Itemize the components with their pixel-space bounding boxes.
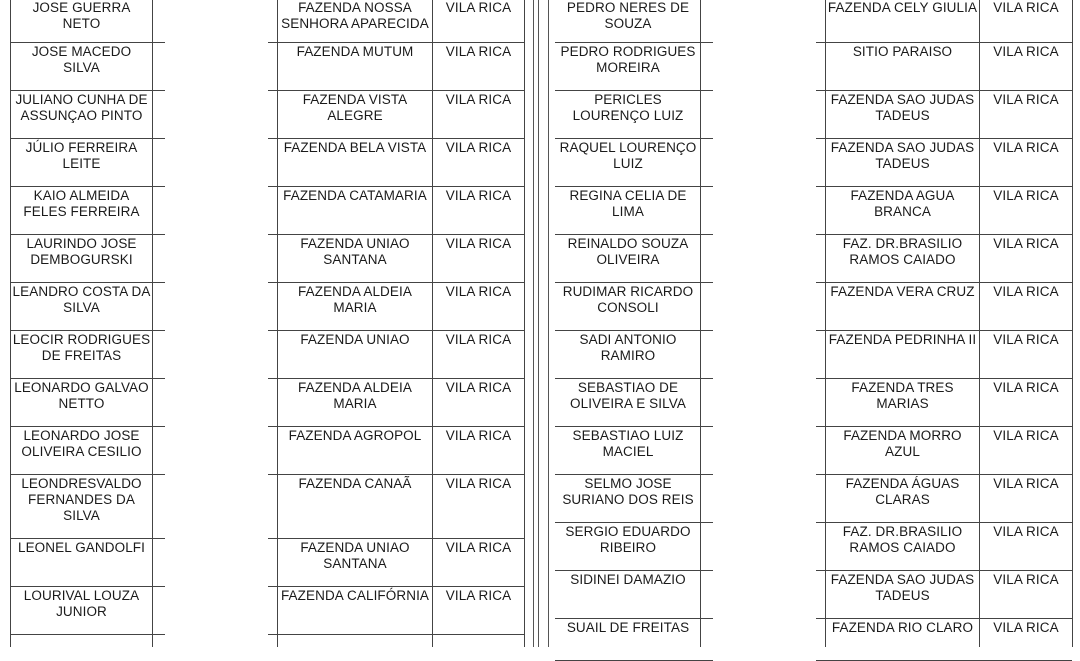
right-page-city-label: VILA RICA [993, 524, 1059, 539]
right-page-city-label: VILA RICA [993, 572, 1059, 587]
right-page-farm-cell [826, 186, 979, 234]
left-page-name-cell [11, 42, 152, 90]
right-page-city-cell [980, 186, 1072, 234]
left-page-name-line: JÚLIO FERREIRA [25, 140, 138, 155]
right-page-farm-cell [826, 138, 979, 186]
left-page-name-line: SILVA [63, 300, 100, 315]
right-page-name-cell [556, 282, 700, 330]
right-page-farm-line: FAZENDA TRES [851, 380, 954, 395]
left-page-farm-cell [278, 474, 432, 538]
right-page-farm-line: TADEUS [875, 156, 930, 171]
right-page-farm-cell [826, 234, 979, 282]
right-page-farm-line: TADEUS [875, 108, 930, 123]
right-page-name-line: PEDRO RODRIGUES [560, 44, 696, 59]
left-page-city-label: VILA RICA [445, 332, 512, 347]
left-page-city-label: VILA RICA [445, 140, 512, 155]
left-page-name-cell [11, 0, 152, 42]
right-page-name-cell [556, 0, 700, 42]
left-page-city-label: VILA RICA [445, 284, 512, 299]
right-page-name-line: OLIVEIRA [596, 252, 660, 267]
left-page-farm-cell [278, 282, 432, 330]
right-page-farm-cell [826, 42, 979, 90]
left-page-name-cell [11, 330, 152, 378]
left-page-farm-cell [278, 538, 432, 586]
left-page-farm-cell [278, 42, 432, 90]
left-page-farm-line: FAZENDA AGROPOL [288, 428, 422, 443]
left-page-farm-line: FAZENDA UNIAO [300, 236, 410, 251]
right-page-city-label: VILA RICA [993, 44, 1059, 59]
left-page-city-cell [433, 330, 524, 378]
right-page-farm-line: RAMOS CAIADO [849, 252, 956, 267]
right-page-city-label: VILA RICA [993, 476, 1059, 491]
right-page-city-cell [980, 474, 1072, 522]
right-page-name-line: SEBASTIAO DE [577, 380, 679, 395]
right-page-farm-cell [826, 474, 979, 522]
left-page-name-line: LEONARDO GALVAO [14, 380, 149, 395]
right-page-city-label: VILA RICA [993, 620, 1059, 635]
left-page-name-line: ASSUNÇAO PINTO [20, 108, 143, 123]
right-page-name-line: SURIANO DOS REIS [562, 492, 694, 507]
right-page-farm-line: FAZ. DR.BRASILIO [842, 236, 963, 251]
left-page-city-cell [433, 282, 524, 330]
right-page-farm-line: FAZENDA RIO CLARO [831, 620, 974, 635]
left-page-farm-line: SANTANA [323, 252, 387, 267]
left-page-name-line: LEANDRO COSTA DA [12, 284, 151, 299]
right-page-city-cell [980, 426, 1072, 474]
right-page-name-line: SUAIL DE FREITAS [566, 620, 690, 635]
left-page-name-cell [11, 138, 152, 186]
left-page-name-line: KAIO ALMEIDA [33, 188, 130, 203]
right-page-city-label: VILA RICA [993, 284, 1059, 299]
right-page-name-cell [556, 474, 700, 522]
right-page-name-cell [556, 42, 700, 90]
right-page-farm-line: FAZENDA MORRO [843, 428, 962, 443]
left-page-city-cell [433, 378, 524, 426]
left-page-farm-cell [278, 378, 432, 426]
right-page-farm-line: AZUL [885, 444, 920, 459]
left-page-farm-cell [278, 234, 432, 282]
right-page-city-label: VILA RICA [993, 428, 1059, 443]
right-page [548, 0, 1080, 647]
left-page-name-line: SILVA [63, 508, 100, 523]
left-page-farm-line: FAZENDA UNIAO [300, 540, 410, 555]
right-page-farm-line: FAZENDA CELY GIULIA [827, 0, 978, 15]
right-page-name-line: PEDRO NERES DE [566, 0, 690, 15]
left-page-farm-cell [278, 186, 432, 234]
left-page-name-line: JUNIOR [56, 604, 107, 619]
right-page-name-line: SIDINEI DAMAZIO [570, 572, 686, 587]
left-page-name-line: DEMBOGURSKI [30, 252, 133, 267]
left-page-city-cell [433, 234, 524, 282]
right-page-name-line: SERGIO EDUARDO [565, 524, 691, 539]
right-page-name-line: CONSOLI [597, 300, 659, 315]
left-page-farm-line: MARIA [333, 396, 377, 411]
right-page-name-cell [556, 618, 700, 660]
left-page-name-cell [11, 538, 152, 586]
right-page-city-cell [980, 522, 1072, 570]
left-page-farm-line: FAZENDA MUTUM [296, 44, 414, 59]
left-page-farm-cell [278, 90, 432, 138]
right-page-city-label: VILA RICA [993, 332, 1059, 347]
right-page-farm-cell [826, 618, 979, 660]
right-page-city-cell [980, 0, 1072, 42]
right-page-farm-cell [826, 426, 979, 474]
left-page-name-cell [11, 378, 152, 426]
right-page-farm-line: RAMOS CAIADO [849, 540, 956, 555]
right-page-name-line: LOURENÇO LUIZ [572, 108, 684, 123]
right-page-name-cell [556, 90, 700, 138]
right-page-farm-cell [826, 330, 979, 378]
right-page-name-line: SOUZA [604, 16, 652, 31]
right-page-city-cell [980, 42, 1072, 90]
right-page-city-cell [980, 138, 1072, 186]
left-page-farm-line: SANTANA [323, 556, 387, 571]
left-page-city-label: VILA RICA [445, 44, 512, 59]
left-page-farm-line: ALEGRE [327, 108, 383, 123]
left-page-name-row-divider [10, 634, 165, 635]
right-page-farm-line: FAZ. DR.BRASILIO [842, 524, 963, 539]
left-page-farm-cell [278, 330, 432, 378]
left-page-name-cell [11, 186, 152, 234]
right-page-name-line: SADI ANTONIO [579, 332, 677, 347]
left-page-farm-line: FAZENDA CANAÃ [298, 476, 412, 491]
right-page-name-col-right-border [700, 0, 701, 647]
left-page-city-label: VILA RICA [445, 92, 512, 107]
left-page-farm-line: FAZENDA ALDEIA [298, 284, 412, 299]
left-page-city-cell [433, 0, 524, 42]
left-page-city-label: VILA RICA [445, 476, 512, 491]
left-page-city-cell [433, 186, 524, 234]
left-page-city-cell [433, 474, 524, 538]
left-page-name-line: SILVA [63, 60, 100, 75]
left-page-farm-cell [278, 426, 432, 474]
left-page-name-cell [11, 586, 152, 634]
right-page-city-label: VILA RICA [993, 92, 1059, 107]
right-page-farm-line: MARIAS [876, 396, 929, 411]
left-page-city-label: VILA RICA [445, 540, 512, 555]
left-page-name-cell [11, 90, 152, 138]
left-page-farm-cell [278, 138, 432, 186]
right-page-city-label: VILA RICA [993, 236, 1059, 251]
left-page-city-label: VILA RICA [445, 588, 512, 603]
left-page-name-line: NETO [62, 16, 101, 31]
center-fold-line-1 [533, 0, 534, 647]
right-page-name-cell [556, 330, 700, 378]
right-page-city-label: VILA RICA [993, 380, 1059, 395]
right-page-name-line: SEBASTIAO LUIZ [572, 428, 684, 443]
right-page-name-line: RAMIRO [600, 348, 656, 363]
right-page-farm-line: SITIO PARAISO [852, 44, 953, 59]
left-page-city-cell [433, 42, 524, 90]
right-page-name-cell [556, 378, 700, 426]
right-page-city-cell [980, 90, 1072, 138]
right-page-name-line: PERICLES [594, 92, 662, 107]
right-page-name-line: SELMO JOSE [584, 476, 672, 491]
right-page-name-cell [556, 234, 700, 282]
right-page-city-cell [980, 234, 1072, 282]
right-page-city-cell [980, 618, 1072, 660]
right-page-farm-line: FAZENDA AGUA [850, 188, 955, 203]
left-page-name-line: LAURINDO JOSE [26, 236, 137, 251]
left-page-farm-line: FAZENDA CATAMARIA [283, 188, 427, 203]
right-page-name-cell [556, 138, 700, 186]
right-page-name-cell [556, 570, 700, 618]
left-page-farm-line: SENHORA APARECIDA [281, 16, 429, 31]
right-page-name-line: OLIVEIRA E SILVA [570, 396, 686, 411]
left-page-city-cell [433, 90, 524, 138]
right-page-city-cell [980, 570, 1072, 618]
right-page-city-label: VILA RICA [993, 188, 1059, 203]
right-page-city-label: VILA RICA [993, 0, 1059, 15]
right-page-farm-line: TADEUS [875, 588, 930, 603]
right-page-farm-line: CLARAS [875, 492, 930, 507]
left-page-farm-row-divider [268, 634, 524, 635]
left-page-farm-line: FAZENDA BELA VISTA [283, 140, 427, 155]
left-page-farm-line: FAZENDA CALIFÓRNIA [280, 588, 430, 603]
left-page-name-line: JOSE MACEDO [31, 44, 132, 59]
center-fold-line-2 [538, 0, 539, 647]
left-page-name-col-right-border [152, 0, 153, 647]
left-page-city-cell [433, 586, 524, 634]
right-page-name-cell [556, 522, 700, 570]
left-page-farm-line: MARIA [333, 300, 377, 315]
left-page-name-line: OLIVEIRA CESILIO [21, 444, 142, 459]
right-page-farm-line: FAZENDA SAO JUDAS [830, 572, 975, 587]
right-page-farm-cell [826, 378, 979, 426]
left-page-name-line: FELES FERREIRA [23, 204, 140, 219]
left-page [0, 0, 527, 647]
right-page-farm-line: FAZENDA SAO JUDAS [830, 92, 975, 107]
right-page-name-cell [556, 186, 700, 234]
left-page-name-line: JULIANO CUNHA DE [15, 92, 148, 107]
left-page-city-label: VILA RICA [445, 380, 512, 395]
right-page-name-line: REINALDO SOUZA [567, 236, 689, 251]
right-page-city-col-right-border [1072, 0, 1073, 647]
right-page-name-line: RUDIMAR RICARDO [562, 284, 694, 299]
left-page-city-cell [433, 426, 524, 474]
right-page-name-line: REGINA CELIA DE [569, 188, 687, 203]
right-page-farm-line: FAZENDA SAO JUDAS [830, 140, 975, 155]
left-page-farm-line: FAZENDA VISTA [302, 92, 408, 107]
left-page-city-label: VILA RICA [445, 188, 512, 203]
right-page-farm-line: FAZENDA ÁGUAS [845, 476, 960, 491]
right-page-farm-line: FAZENDA VERA CRUZ [830, 284, 975, 299]
left-page-farm-line: FAZENDA NOSSA [298, 0, 412, 15]
left-page-name-cell [11, 426, 152, 474]
left-page-name-line: JOSE GUERRA [32, 0, 131, 15]
right-page-farm-cell [826, 0, 979, 42]
right-page-name-line: LUIZ [613, 156, 643, 171]
right-page-name-line: RAQUEL LOURENÇO [559, 140, 697, 155]
left-page-name-line: LEITE [62, 156, 101, 171]
left-page-name-cell [11, 234, 152, 282]
right-page-farm-cell [826, 522, 979, 570]
left-page-farm-cell [278, 586, 432, 634]
right-page-farm-line: FAZENDA PEDRINHA II [828, 332, 977, 347]
right-page-city-label: VILA RICA [993, 140, 1059, 155]
left-page-name-line: LEONEL GANDOLFI [17, 540, 146, 555]
left-page-farm-cell [278, 0, 432, 42]
left-page-name-cell [11, 282, 152, 330]
right-page-name-line: LIMA [612, 204, 644, 219]
left-page-city-cell [433, 138, 524, 186]
left-page-name-line: LEONDRESVALDO [21, 476, 142, 491]
left-page-name-line: DE FREITAS [41, 348, 122, 363]
right-page-name-cell [556, 426, 700, 474]
right-page-name-line: MOREIRA [596, 60, 660, 75]
left-page-name-line: LEONARDO JOSE [23, 428, 140, 443]
left-page-name-cell [11, 474, 152, 538]
left-page-farm-line: FAZENDA UNIAO [300, 332, 410, 347]
right-page-farm-cell [826, 282, 979, 330]
right-page-farm-cell [826, 90, 979, 138]
left-page-farm-line: FAZENDA ALDEIA [298, 380, 412, 395]
left-page-city-label: VILA RICA [445, 428, 512, 443]
right-page-name-line: MACIEL [602, 444, 654, 459]
right-page-city-cell [980, 282, 1072, 330]
left-page-city-col-right-border [524, 0, 525, 647]
left-page-name-line: LEOCIR RODRIGUES [12, 332, 151, 347]
right-page-city-cell [980, 378, 1072, 426]
left-page-name-line: FERNANDES DA [28, 492, 135, 507]
right-page-name-line: RIBEIRO [599, 540, 657, 555]
right-page-farm-line: BRANCA [874, 204, 931, 219]
left-page-city-cell [433, 538, 524, 586]
left-page-city-label: VILA RICA [445, 0, 512, 15]
right-page-city-cell [980, 330, 1072, 378]
left-page-name-line: NETTO [58, 396, 105, 411]
right-page-farm-cell [826, 570, 979, 618]
left-page-name-line: LOURIVAL LOUZA [23, 588, 140, 603]
left-page-city-label: VILA RICA [445, 236, 512, 251]
